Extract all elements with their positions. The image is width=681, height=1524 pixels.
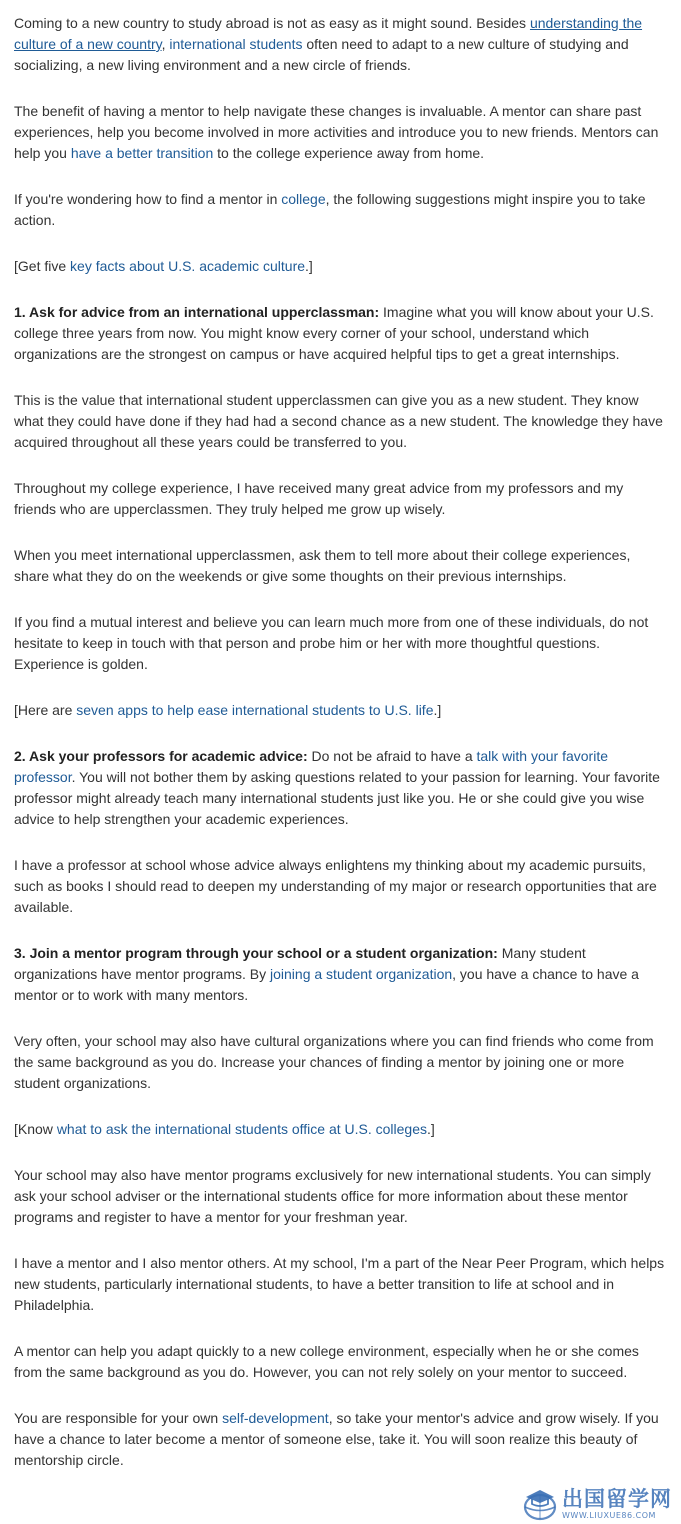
link-self-development[interactable]: self-development [222, 1410, 329, 1426]
link-student-organization[interactable]: joining a student organization [270, 966, 453, 982]
link-students-office[interactable]: what to ask the international students office at U.S. colleges [56, 1121, 427, 1137]
link-seven-apps[interactable]: seven apps to help ease international students to U.S. life [76, 702, 434, 718]
site-watermark [522, 1484, 680, 1524]
link-college[interactable]: college [281, 191, 326, 207]
paragraph-seven-apps: [Here are seven apps to help ease international students to U.S. life.] [14, 702, 442, 718]
paragraph-self-development: You are responsible for your own self-development, so take your mentor's advice and grow wisely. If you have a chance to later become a mentor of someone else, take it. You will soon realize this beauty of mentorship circle. [14, 1410, 659, 1468]
link-understanding-culture[interactable]: understanding the culture of a new country [14, 15, 643, 52]
tip-2-heading: 2. Ask your professors for academic advice: [14, 748, 308, 764]
paragraph-mentor-programs: Your school may also have mentor programs exclusively for new international students. You can simply ask your school adviser or the international students office for more information about these mentor programs and register to have a mentor for your freshman year. [14, 1167, 651, 1225]
paragraph-students-office: [Know what to ask the international students office at U.S. colleges.] [14, 1121, 435, 1137]
paragraph-mentor-benefit: The benefit of having a mentor to help navigate these changes is invaluable. A mentor can share past experiences, help you become involved in more activities and introduce you to new friends. Mentors can help you have a better transition to the college experience away from home. [14, 103, 659, 161]
link-international-students[interactable]: international students [169, 36, 303, 52]
paragraph-professor-advice: I have a professor at school whose advice always enlightens my thinking about my academic pursuits, such as books I should read to deepen my understanding of my major or research opportunities that are available. [14, 857, 657, 915]
link-better-transition[interactable]: have a better transition [70, 145, 214, 161]
paragraph-tip-2: 2. Ask your professors for academic advice: Do not be afraid to have a talk with your favorite professor. You will not bother them by asking questions related to your passion for learning. Your favorite professor might already teach many international students just like you. He or she could give you wise advice to help strengthen your academic experiences. [14, 748, 660, 827]
paragraph-adapt-quickly: A mentor can help you adapt quickly to a new college environment, especially when he or she comes from the same background as you do. However, you can not rely solely on your mentor to succeed. [14, 1343, 639, 1380]
watermark-title: 出国留学网 [562, 1486, 672, 1511]
paragraph-tip-1: 1. Ask for advice from an international upperclassman: Imagine what you will know about your U.S. college three years from now. You might know every corner of your school, understand which organizations are the strongest on campus or have acquired helpful tips to get a great internships. [14, 304, 654, 362]
paragraph-near-peer: I have a mentor and I also mentor others. At my school, I'm a part of the Near Peer Program, which helps new students, particularly international students, to have a better transition to life at school and in Philadelphia. [14, 1255, 665, 1313]
graduation-cap-globe-icon [522, 1487, 558, 1521]
paragraph-intro: Coming to a new country to study abroad is not as easy as it might sound. Besides understanding the culture of a new country, international students often need to adapt to a new culture of studying and socializing, a new living environment and a new circle of friends. [14, 15, 643, 73]
paragraph-cultural-organizations: Very often, your school may also have cultural organizations where you can find friends who come from the same background as you do. Increase your chances of finding a mentor by joining one or more student organizations. [14, 1033, 654, 1091]
paragraph-tip-3: 3. Join a mentor program through your school or a student organization: Many student organizations have mentor programs. By joining a student organization, you have a chance to have a mentor or to work with many mentors. [14, 945, 639, 1003]
link-talk-professor[interactable]: talk with your favorite professor [14, 748, 608, 785]
paragraph-college-experience: Throughout my college experience, I have received many great advice from my professors and my friends who are upperclassmen. They truly helped me grow up wisely. [14, 480, 624, 517]
paragraph-key-facts: [Get five key facts about U.S. academic culture.] [14, 258, 313, 274]
article-body [14, 13, 666, 1496]
tip-3-heading: 3. Join a mentor program through your school or a student organization: [14, 945, 498, 961]
paragraph-mutual-interest: If you find a mutual interest and believe you can learn much more from one of these individuals, do not hesitate to keep in touch with that person and probe him or her with more thoughtful questions. Experience is golden. [14, 614, 649, 672]
paragraph-meet-upperclassmen: When you meet international upperclassmen, ask them to tell more about their college experiences, share what they do on the weekends or give some thoughts on their previous internships. [14, 547, 631, 584]
watermark-url: WWW.LIUXUE86.COM [562, 1510, 656, 1520]
link-key-facts[interactable]: key facts about U.S. academic culture [70, 258, 306, 274]
paragraph-upperclassmen-value: This is the value that international student upperclassmen can give you as a new student. They know what they could have done if they had had a second chance as a new student. The knowledge they have acquired throughout all these years could be transferred to you. [14, 392, 663, 450]
tip-1-heading: 1. Ask for advice from an international upperclassman: [14, 304, 380, 320]
paragraph-find-mentor: If you're wondering how to find a mentor in college, the following suggestions might inspire you to take action. [14, 191, 646, 228]
